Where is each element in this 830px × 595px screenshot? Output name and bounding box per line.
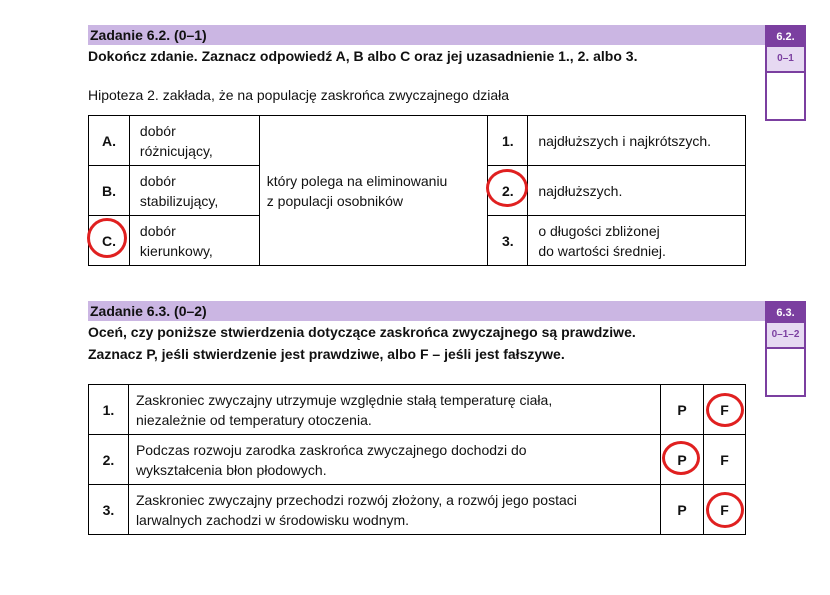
option-letter-c[interactable]: C. (89, 216, 130, 266)
score-box-6-3 (765, 301, 806, 397)
reason-1-text: najdłuższych i najkrótszych. (528, 116, 746, 166)
reason-2-text: najdłuższych. (528, 166, 746, 216)
statement-number: 1. (89, 385, 129, 435)
reason-3-text: o długości zbliżonej do wartości średniej. (528, 216, 746, 266)
task-6-3-table (88, 384, 746, 535)
middle-text: który polega na eliminowaniu z populacji osobników (259, 116, 488, 266)
statement-text: Zaskroniec zwyczajny przechodzi rozwój złożony, a rozwój jego postaci larwalnych zachodzi w środowisku wodnym. (128, 485, 660, 535)
task-6-2-intro: Hipoteza 2. zakłada, że na populację zaskrońca zwyczajnego działa (88, 87, 510, 103)
task-6-2-table (88, 115, 746, 266)
answer-circle-row1-f (706, 393, 744, 427)
statement-number: 2. (89, 435, 129, 485)
answer-circle-reason-2 (486, 169, 528, 207)
true-option-p[interactable]: P (661, 385, 704, 435)
task-6-2-header: Zadanie 6.2. (0–1) (88, 25, 776, 45)
task-6-3-instruction-1: Oceń, czy poniższe stwierdzenia dotyczące zaskrońca zwyczajnego są prawdziwe. (88, 324, 636, 340)
table-row (89, 385, 746, 435)
answer-circle-row2-p (662, 441, 700, 475)
option-a-text: dobór różnicujący, (129, 116, 259, 166)
statement-text: Podczas rozwoju zarodka zaskrońca zwyczajnego dochodzi do wykształcenia błon płodowych. (128, 435, 660, 485)
option-b-text: dobór stabilizujący, (129, 166, 259, 216)
reason-number-2[interactable]: 2. (488, 166, 528, 216)
answer-circle-row3-f (706, 492, 744, 528)
score-box-6-2 (765, 25, 806, 121)
false-option-f[interactable]: F (704, 485, 746, 535)
option-row (89, 116, 746, 166)
false-option-f[interactable]: F (704, 385, 746, 435)
reason-number-1[interactable]: 1. (488, 116, 528, 166)
table-row (89, 435, 746, 485)
option-letter-b[interactable]: B. (89, 166, 130, 216)
task-6-3-header: Zadanie 6.3. (0–2) (88, 301, 776, 321)
true-option-p[interactable]: P (661, 485, 704, 535)
answer-circle-option-c (87, 218, 127, 258)
score-box-label: 6.3. (767, 303, 804, 323)
option-letter-a[interactable]: A. (89, 116, 130, 166)
statement-text: Zaskroniec zwyczajny utrzymuje względnie stałą temperaturę ciała, niezależnie od temperatury otoczenia. (128, 385, 660, 435)
task-6-3-instruction-2: Zaznacz P, jeśli stwierdzenie jest prawdziwe, albo F – jeśli jest fałszywe. (88, 346, 565, 362)
true-option-p[interactable]: P (661, 435, 704, 485)
statement-number: 3. (89, 485, 129, 535)
score-box-label: 6.2. (767, 27, 804, 47)
score-box-range: 0–1–2 (767, 323, 804, 349)
score-box-range: 0–1 (767, 47, 804, 73)
table-row (89, 485, 746, 535)
reason-number-3[interactable]: 3. (488, 216, 528, 266)
option-c-text: dobór kierunkowy, (129, 216, 259, 266)
false-option-f[interactable]: F (704, 435, 746, 485)
task-6-2-instruction: Dokończ zdanie. Zaznacz odpowiedź A, B albo C oraz jej uzasadnienie 1., 2. albo 3. (88, 48, 638, 64)
